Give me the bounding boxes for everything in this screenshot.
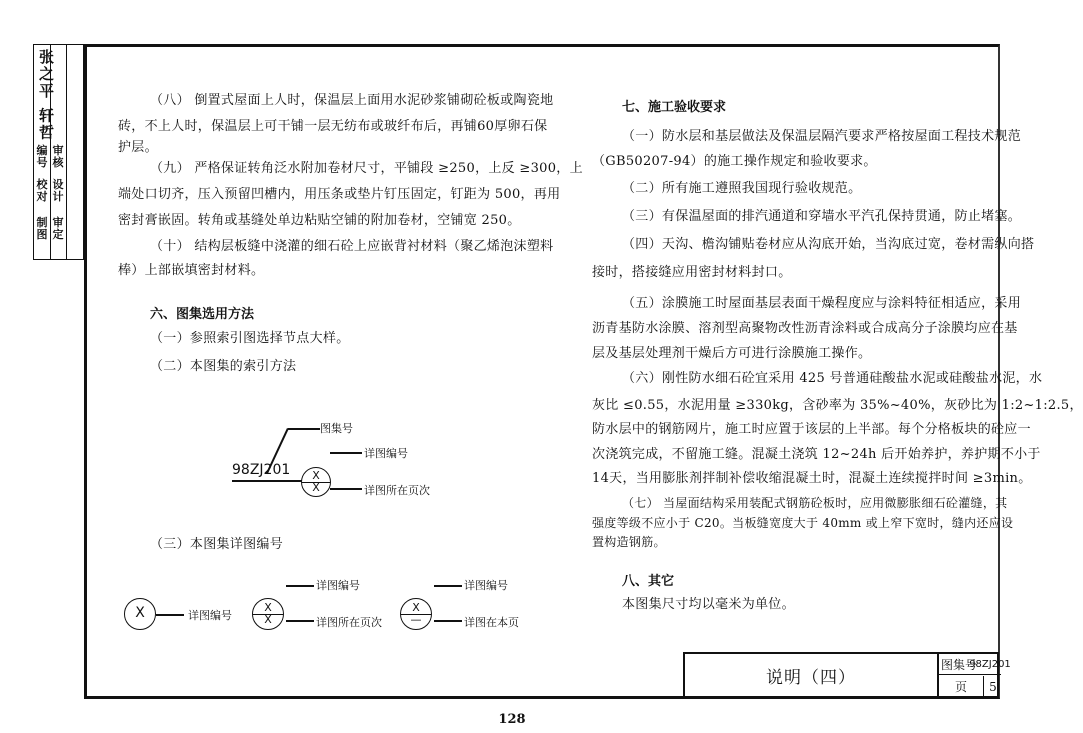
section-7-line: （六）刚性防水细石砼宜采用 425 号普通硅酸盐水泥或硅酸盐水泥，水 xyxy=(622,371,1043,386)
leader-line xyxy=(434,585,462,587)
label-detail-page: 详图所在页次 xyxy=(364,484,430,497)
section-7-line: （GB50207-94）的施工操作规定和验收要求。 xyxy=(592,154,877,169)
atlas-value: 98ZJ201 xyxy=(969,659,1011,670)
section-7-line: 14天，当用膨胀剂拌制补偿收缩混凝土时，混凝土连续搅拌时间 ≥3min。 xyxy=(592,471,1032,486)
index-circle: X X xyxy=(301,467,331,497)
para-8-line: 砖，不上人时，保温层上可干铺一层无纺布或玻纤布后，再铺60厚卵石保 xyxy=(118,119,548,134)
index-code: 98ZJ201 xyxy=(232,462,291,478)
section-7-line: 接时，搭接缝应用密封材料封口。 xyxy=(592,265,792,280)
leader-line xyxy=(434,620,462,622)
section-7-line: 灰比 ≤0.55，水泥用量 ≥330kg，含砂率为 35%~40%，灰砂比为 1:2~1:2.5， xyxy=(592,398,1083,413)
leader-line xyxy=(330,452,362,454)
section-7-title: 七、施工验收要求 xyxy=(622,100,727,115)
title-block xyxy=(683,652,1011,699)
detail-label: 详图编号 xyxy=(316,579,360,592)
detail-circle-same-page: X — xyxy=(400,598,432,630)
section-6-item: （一）参照索引图选择节点大样。 xyxy=(150,331,350,346)
section-8-line: 本图集尺寸均以毫米为单位。 xyxy=(622,597,795,612)
para-9-line: 密封膏嵌固。转角或基缝处单边粘贴空铺的附加卷材，空铺宽 250。 xyxy=(118,213,521,228)
section-7-line: 强度等级不应小于 C20。当板缝宽度大于 40mm 或上窄下宽时，缝内还应设 xyxy=(592,516,1014,530)
para-8-line: 护层。 xyxy=(118,140,158,155)
section-7-line: （七） 当屋面结构采用装配式钢筋砼板时，应用微膨胀细石砼灌缝，其 xyxy=(622,496,1008,510)
para-10-line: 棒）上部嵌填密封材料。 xyxy=(118,263,265,278)
section-7-line: 防水层中的钢筋网片，施工时应置于该层的上半部。每个分格板块的砼应一 xyxy=(592,422,1031,437)
sheet-title: 说明（四） xyxy=(766,668,856,688)
section-7-line: 沥青基防水涂膜、溶剂型高聚物改性沥青涂料或合成高分子涂膜均应在基 xyxy=(592,321,1018,336)
section-6-item: （三）本图集详图编号 xyxy=(150,537,284,552)
section-7-line: （三）有保温屋面的排汽通道和穿墙水平汽孔保持贯通，防止堵塞。 xyxy=(622,209,1022,224)
approval-sidebar xyxy=(33,44,84,260)
leader-line xyxy=(330,488,362,490)
atlas-label: 图集号 xyxy=(939,654,1001,675)
sidebar-label: 设计 xyxy=(52,178,64,203)
sidebar-label: 编号 xyxy=(36,144,48,169)
label-atlas-number: 图集号 xyxy=(320,422,353,435)
label-detail-number: 详图编号 xyxy=(364,447,408,460)
section-7-line: （二）所有施工遵照我国现行验收规范。 xyxy=(622,181,862,196)
para-10-line: （十） 结构层板缝中浇灌的细石砼上应嵌背衬材料（聚乙烯泡沫塑料 xyxy=(150,239,554,254)
sidebar-label: 制图 xyxy=(36,216,48,241)
sidebar-label: 审核 xyxy=(52,144,64,169)
sidebar-label: 校对 xyxy=(36,178,48,203)
section-6-item: （二）本图集的索引方法 xyxy=(150,359,297,374)
detail-label: 详图在本页 xyxy=(464,616,519,629)
para-8-line: （八） 倒置式屋面上人时，保温层上面用水泥砂浆铺砌砼板或陶瓷地 xyxy=(150,93,554,108)
para-9-line: （九） 严格保证转角泛水附加卷材尺寸，平铺段 ≥250，上反 ≥300，上 xyxy=(150,161,583,176)
section-7-line: 层及基层处理剂干燥后方可进行涂膜施工操作。 xyxy=(592,346,872,361)
signature: 张之平 轩哲 xyxy=(37,49,55,142)
page-value: 5 xyxy=(983,676,1002,697)
para-9-line: 端处口切齐，压入预留凹槽内，用压条或垫片钉压固定，钉距为 500，再用 xyxy=(118,187,561,202)
page-label: 页 xyxy=(954,680,967,694)
section-7-line: （四）天沟、檐沟铺贴卷材应从沟底开始，当沟底过宽，卷材需纵向搭 xyxy=(622,237,1035,252)
leader-line xyxy=(156,614,184,616)
section-7-line: （一）防水层和基层做法及保温层隔汽要求严格按屋面工程技术规范 xyxy=(622,129,1022,144)
section-7-line: 置构造钢筋。 xyxy=(592,535,666,549)
section-7-line: 次浇筑完成，不留施工缝。混凝土浇筑 12~24h 后开始养护，养护期不小于 xyxy=(592,447,1041,462)
detail-label: 详图编号 xyxy=(464,579,508,592)
detail-label: 详图所在页次 xyxy=(316,616,382,629)
detail-circle-split: X X xyxy=(252,598,284,630)
leader-line xyxy=(286,620,314,622)
code-underline xyxy=(232,480,302,482)
leader-line xyxy=(286,585,314,587)
section-7-line: （五）涂膜施工时屋面基层表面干燥程度应与涂料特征相适应，采用 xyxy=(622,296,1022,311)
detail-label: 详图编号 xyxy=(188,609,232,622)
section-6-title: 六、图集选用方法 xyxy=(150,307,255,322)
section-8-title: 八、其它 xyxy=(622,574,675,589)
page-number: 128 xyxy=(498,712,526,727)
sidebar-label: 审定 xyxy=(52,216,64,241)
detail-circle-simple: X xyxy=(124,598,156,630)
leader-line xyxy=(288,428,320,430)
